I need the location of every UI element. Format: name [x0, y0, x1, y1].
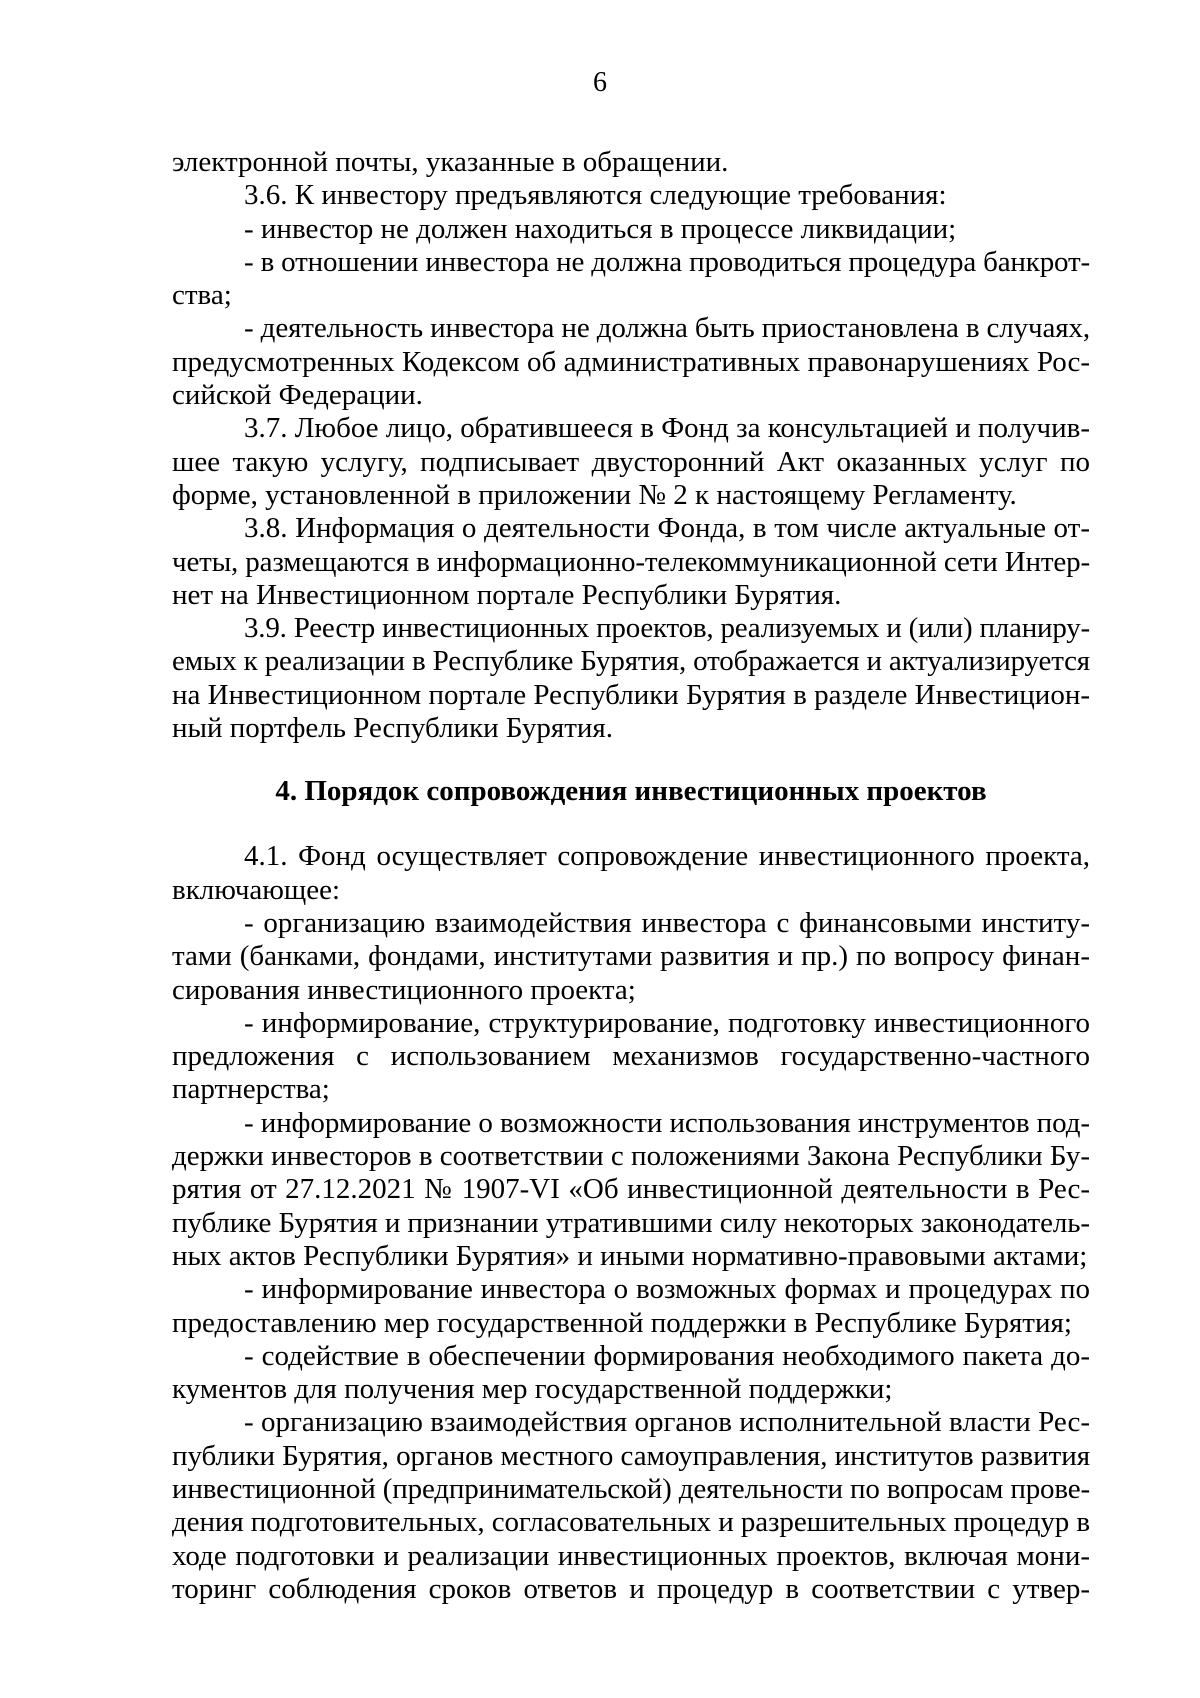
text-line: емых к реализации в Республике Бурятия, отображается и актуализируется	[172, 645, 1090, 678]
text-line: 3.9. Реестр инвестиционных проектов, реализуемых и (или) планиру-	[244, 612, 1090, 645]
text-line: сирования инвестиционного проекта;	[172, 973, 636, 1006]
text-line: ный портфель Республики Бурятия.	[172, 712, 613, 745]
text-line: - инвестор не должен находиться в процессе ликвидации;	[244, 212, 957, 245]
text-line: шее такую услугу, подписывает двусторонний Акт оказанных услуг по	[172, 445, 1090, 478]
text-line: - организацию взаимодействия инвестора с финансовыми институ-	[244, 906, 1090, 939]
text-line: четы, размещаются в информационно-телекоммуникационной сети Интер-	[172, 545, 1090, 578]
text-line: форме, установленной в приложении № 2 к настоящему Регламенту.	[172, 478, 1017, 511]
document-body	[172, 146, 1090, 1606]
text-line: включающее:	[172, 873, 341, 906]
text-line: публики Бурятия, органов местного самоуправления, институтов развития	[172, 1439, 1090, 1472]
text-line: электронной почты, указанные в обращении.	[172, 146, 729, 178]
text-line: кументов для получения мер государственной поддержки;	[172, 1373, 893, 1406]
text-line: - содействие в обеспечении формирования необходимого пакета до-	[244, 1339, 1090, 1372]
text-line: нет на Инвестиционном портале Республики Бурятия.	[172, 578, 842, 611]
text-line: - в отношении инвестора не должна проводиться процедура банкрот-	[244, 245, 1090, 278]
text-line: торинг соблюдения сроков ответов и процедур в соответствии с утвер-	[172, 1572, 1090, 1605]
text-line: на Инвестиционном портале Республики Бурятия в разделе Инвестицион-	[172, 678, 1090, 711]
text-line: 3.6. К инвестору предъявляются следующие требования:	[244, 179, 947, 212]
text-line: дения подготовительных, согласовательных и разрешительных процедур в	[172, 1506, 1090, 1539]
text-line: ных актов Республики Бурятия» и иными нормативно-правовыми актами;	[172, 1239, 1088, 1272]
page-number: 6	[593, 67, 607, 98]
section-4-heading: 4. Порядок сопровождения инвестиционных проектов	[275, 775, 987, 808]
text-line: публике Бурятия и признании утратившими силу некоторых законодатель-	[172, 1206, 1090, 1239]
text-line: - информирование, структурирование, подготовку инвестиционного	[244, 1006, 1090, 1039]
text-line: предложения с использованием механизмов государственно-частного	[172, 1040, 1090, 1073]
text-line: тами (банками, фондами, институтами развития и пр.) по вопросу финан-	[172, 940, 1090, 973]
text-line: предоставлению мер государственной поддержки в Республике Бурятия;	[172, 1306, 1072, 1339]
text-line: рятия от 27.12.2021 № 1907-VI «Об инвестиционной деятельности в Рес-	[172, 1173, 1090, 1206]
section-4-body	[172, 840, 1090, 1606]
section-3-continuation	[172, 146, 1090, 745]
text-line: - деятельность инвестора не должна быть приостановлена в случаях,	[244, 312, 1090, 345]
text-line: инвестиционной (предпринимательской) деятельности по вопросам прове-	[172, 1472, 1090, 1505]
text-line: - организацию взаимодействия органов исполнительной власти Рес-	[244, 1406, 1090, 1439]
text-line: держки инвесторов в соответствии с положениями Закона Республики Бу-	[172, 1140, 1090, 1173]
text-line: - информирование о возможности использования инструментов под-	[244, 1106, 1090, 1139]
text-line: ства;	[172, 279, 232, 312]
text-line: ходе подготовки и реализации инвестиционных проектов, включая мони-	[172, 1539, 1090, 1572]
text-line: партнерства;	[172, 1073, 330, 1106]
text-line: предусмотренных Кодексом об административных правонарушениях Рос-	[172, 345, 1090, 378]
text-line: - информирование инвестора о возможных формах и процедурах по	[244, 1273, 1090, 1306]
text-line: сийской Федерации.	[172, 379, 423, 412]
text-line: 4.1. Фонд осуществляет сопровождение инвестиционного проекта,	[244, 840, 1090, 873]
text-line: 3.8. Информация о деятельности Фонда, в том числе актуальные от-	[244, 512, 1090, 545]
text-line: 3.7. Любое лицо, обратившееся в Фонд за консультацией и получив-	[244, 412, 1090, 445]
